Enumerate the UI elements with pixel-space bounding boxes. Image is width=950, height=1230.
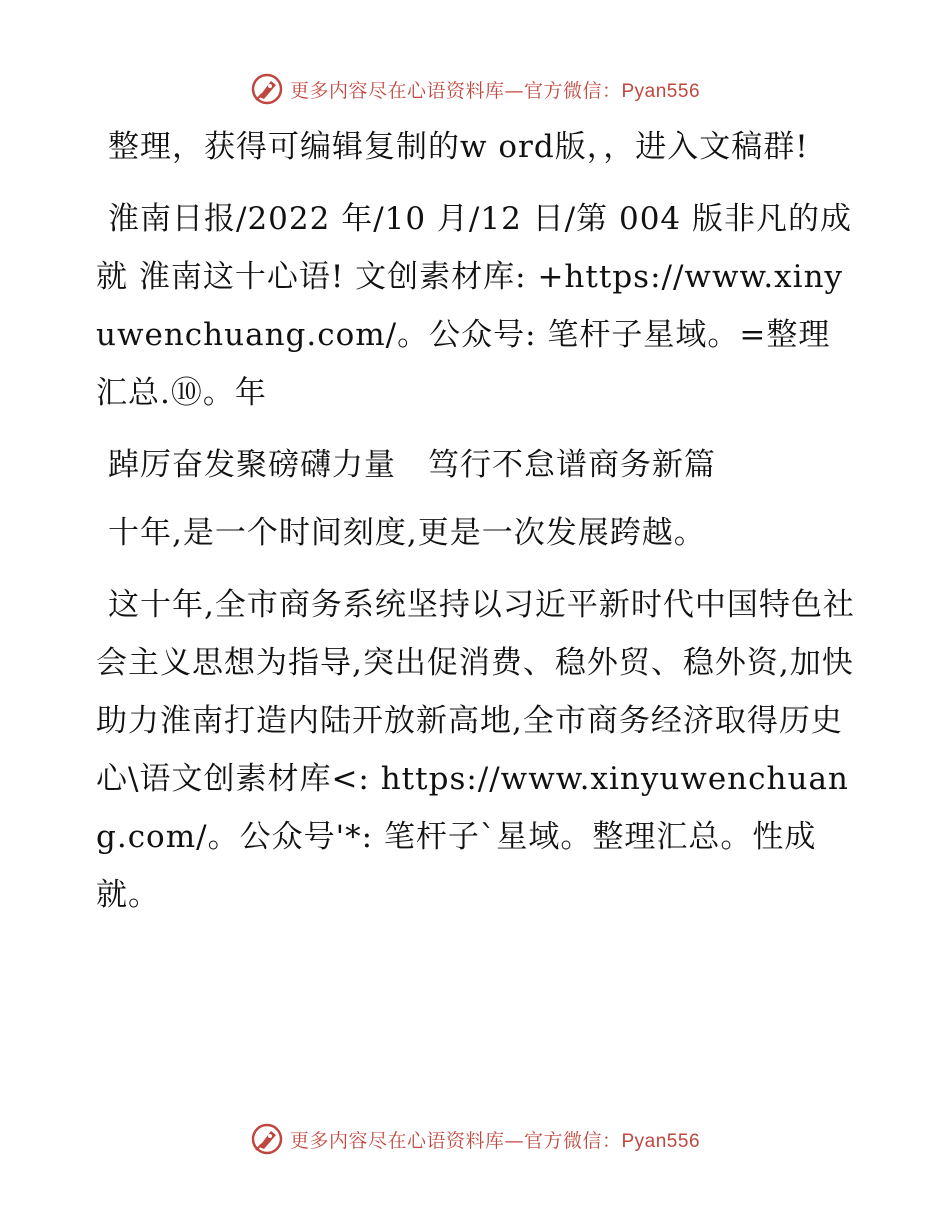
pen-nib-logo-icon	[250, 1122, 284, 1156]
paragraph-lead: 十年,是一个时间刻度,更是一次发展跨越。	[108, 515, 706, 551]
paragraph-source: 淮南日报/2022 年/10 月/12 日/第 004 版非凡的成就 淮南这十心语! 文创素材库: +https://www.xinyuwenchuang.com/。公众号: 笔杆子星域。=整理汇总.⑩。年	[96, 201, 853, 411]
header-banner	[0, 72, 950, 106]
banner-label: 更多内容尽在心语资料库—官方微信：	[289, 79, 622, 102]
banner-label: 更多内容尽在心语资料库—官方微信：	[289, 1129, 622, 1152]
banner-text	[290, 1126, 700, 1153]
banner-wechat-id: Pyan556	[621, 1130, 701, 1152]
document-body	[96, 118, 856, 938]
banner-wechat-id: Pyan556	[621, 80, 701, 102]
pen-nib-logo-icon	[250, 72, 284, 106]
article-title: 踔厉奋发聚磅礴力量 笃行不怠谱商务新篇	[108, 447, 716, 483]
footer-banner	[0, 1122, 950, 1156]
banner-text	[290, 76, 700, 103]
paragraph-intro: 整理，获得可编辑复制的w ord版，，进入文稿群!	[108, 129, 809, 165]
paragraph-body: 这十年,全市商务系统坚持以习近平新时代中国特色社会主义思想为指导,突出促消费、稳外贸、稳外资,加快助力淮南打造内陆开放新高地,全市商务经济取得历史心\语文创素材库<: https://www.xinyuwenchuang.com/。公众号'*: 笔杆子`星域。整理汇总。性成就。	[96, 587, 855, 913]
